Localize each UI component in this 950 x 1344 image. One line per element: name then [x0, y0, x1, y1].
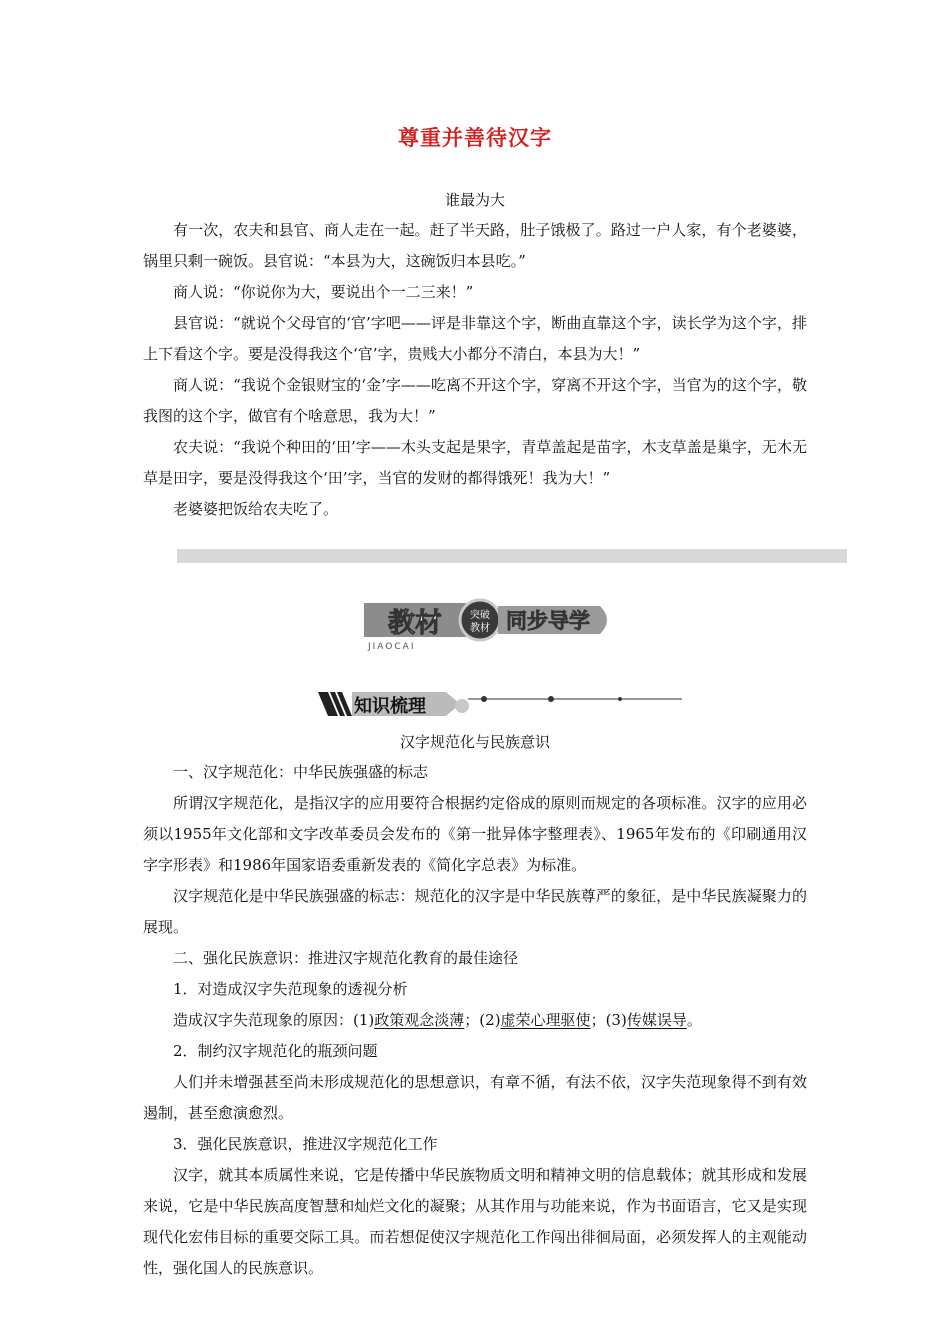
page-title: 尊重并善待汉字 — [398, 126, 552, 150]
story-paragraph: 农夫说：“我说个种田的‘田’字——木头支起是果字，青草盖起是苗字，木支草盖是巢字，无木无草是田字，要是没得我这个‘田’字，当官的发财的都得饿死！我为大！” — [143, 438, 807, 487]
heading-one: 一、汉字规范化：中华民族强盛的标志 — [173, 763, 429, 781]
story-paragraph: 商人说：“我说个金银财宝的‘金’字——吃离不开这个字，穿离不开这个字，当官为的这个字，敬我图的这个字，做官有个啥意思，我为大！” — [143, 376, 807, 425]
cause-answer: 虚荣心理驱使 — [500, 1011, 591, 1029]
cause-answer: 政策观念淡薄 — [374, 1011, 465, 1029]
cause-end: 。 — [686, 1011, 702, 1029]
causes-prefix: 造成汉字失范现象的原因： — [173, 1011, 354, 1029]
knowledge-section-header — [318, 688, 682, 722]
cause-separator: ； — [464, 1011, 480, 1029]
cause-number: (1) — [353, 1011, 375, 1029]
knowledge-title: 汉字规范化与民族意识 — [399, 733, 550, 751]
cause-number: (2) — [479, 1011, 501, 1029]
cause-number: (3) — [605, 1011, 627, 1029]
banner-pinyin: JIAOCAI — [368, 642, 416, 652]
knowledge-header-label: 知识梳理 — [354, 696, 426, 717]
banner-circle-bottom: 教材 — [470, 623, 490, 634]
knowledge-section — [143, 730, 807, 1284]
story-paragraph: 老婆婆把饭给农夫吃了。 — [173, 500, 339, 518]
banner-main-left: 教材 — [388, 608, 442, 639]
subheading-two: 2．制约汉字规范化的瓶颈问题 — [173, 1042, 378, 1060]
banner-main-right: 同步导学 — [506, 609, 590, 633]
story-title: 谁最为大 — [444, 191, 505, 209]
cause-separator: ； — [590, 1011, 606, 1029]
story-paragraph: 商人说：“你说你为大，要说出个一二三来！” — [173, 283, 474, 301]
causes-line — [143, 1005, 807, 1036]
heading-two: 二、强化民族意识：推进汉字规范化教育的最佳途径 — [173, 949, 519, 967]
subheading-one: 1．对造成汉字失范现象的透视分析 — [173, 980, 408, 998]
knowledge-paragraph: 人们并未增强甚至尚未形成规范化的思想意识，有章不循，有法不依，汉字失范现象得不到有效遏制，甚至愈演愈烈。 — [143, 1073, 807, 1122]
knowledge-paragraph: 汉字，就其本质属性来说，它是传播中华民族物质文明和精神文明的信息载体；就其形成和发展来说，它是中华民族高度智慧和灿烂文化的凝聚；从其作用与功能来说，作为书面语言，它又是实现现代化宏伟目标的重要交际工具。而若想促使汉字规范化工作闯出徘徊局面，必须发挥人的主观能动性，强化国人的民族意识。 — [143, 1166, 807, 1277]
knowledge-paragraph: 所谓汉字规范化，是指汉字的应用要符合根据约定俗成的原则而规定的各项标准。汉字的应用必须以1955年文化部和文字改革委员会发布的《第一批异体字整理表》、1965年发布的《印刷通用汉字字形表》和1986年国家语委重新发表的《简化字总表》为标准。 — [143, 794, 807, 874]
textbook-guide-banner — [362, 593, 622, 659]
story-paragraph: 有一次，农夫和县官、商人走在一起。赶了半天路，肚子饿极了。路过一户人家，有个老婆婆，锅里只剩一碗饭。县官说：“本县为大，这碗饭归本县吃。” — [143, 221, 807, 270]
banner-circle-top: 突破 — [470, 610, 490, 621]
story-section — [143, 188, 807, 525]
story-paragraph: 县官说：“就说个父母官的‘官’字吧——评是非靠这个字，断曲直靠这个字，读长学为这个字，排上下看这个字。要是没得我这个‘官’字，贵贱大小都分不清白，本县为大！” — [143, 314, 807, 363]
section-divider — [177, 549, 847, 563]
knowledge-paragraph: 汉字规范化是中华民族强盛的标志：规范化的汉字是中华民族尊严的象征，是中华民族凝聚力的展现。 — [143, 887, 807, 936]
subheading-three: 3．强化民族意识，推进汉字规范化工作 — [173, 1135, 438, 1153]
cause-answer: 传媒误导 — [626, 1011, 687, 1029]
